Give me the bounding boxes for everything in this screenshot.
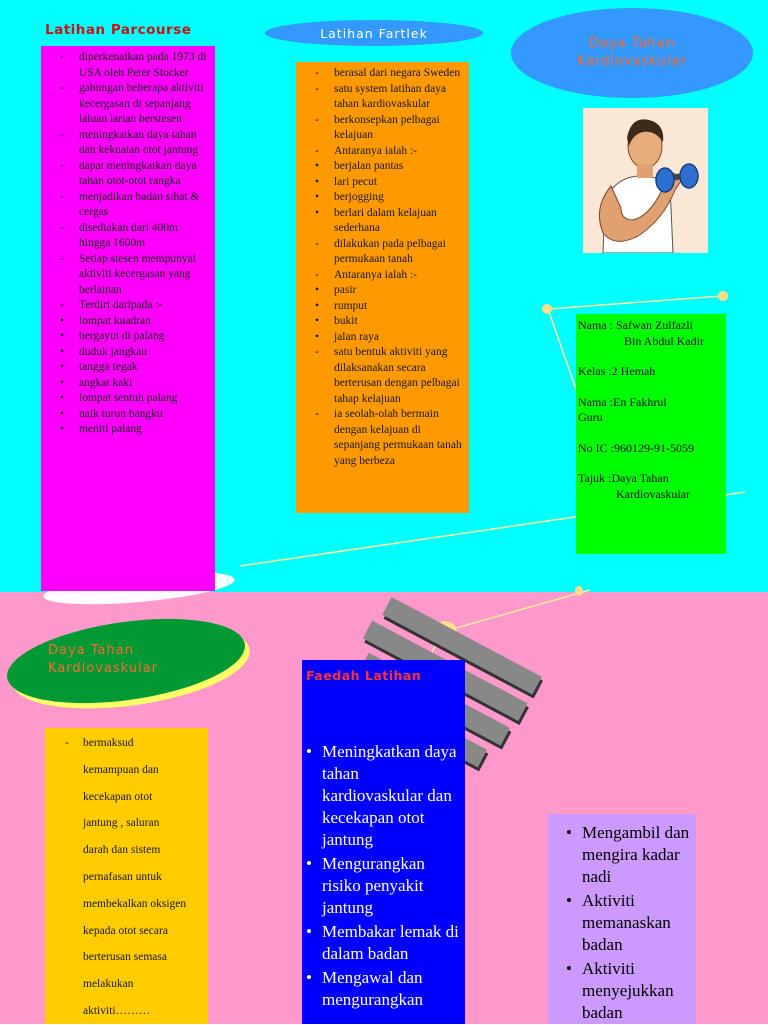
fartlek-item <box>296 283 465 299</box>
weightlifter-icon <box>583 108 708 253</box>
dash-marker: - <box>315 346 319 358</box>
fartlek-item-text: berjogging <box>334 191 384 203</box>
fartlek-item-text: berlari dalam kelajuan sederhana <box>334 206 437 234</box>
parcourse-item <box>41 50 211 81</box>
fartlek-item <box>296 299 465 315</box>
parcourse-item-text: meningkatkan daya tahan dan kekuatan otot jantung <box>79 128 199 156</box>
topic-oval <box>511 8 753 98</box>
fartlek-item <box>296 144 465 160</box>
fartlek-item-text: satu system latihan daya tahan kardiovaskular <box>334 82 447 110</box>
info-topic: Tajuk :Daya Tahan <box>578 471 669 485</box>
definition-box <box>45 728 208 1024</box>
fartlek-item-text: satu bentuk aktiviti yang dilaksanakan secara berterusan dengan pelbagai tahap kelajuan <box>334 346 460 405</box>
parcourse-item <box>41 221 211 252</box>
parcourse-item <box>41 345 211 361</box>
bullet-dot-icon: • <box>59 314 65 327</box>
definition-line: kepada otot secara <box>83 924 168 937</box>
bullet-dot-icon: • <box>59 330 65 342</box>
bullet-dot-icon: • <box>59 407 65 420</box>
parcourse-item-text: diperkenalkan pada 1973 di USA oleh Peter Stocker <box>79 51 207 79</box>
steps-box <box>548 814 696 1024</box>
dash-marker: - <box>60 159 64 172</box>
faedah-item <box>302 921 461 965</box>
dash-marker: - <box>315 113 319 126</box>
fartlek-item-text: berkonsepkan pelbagai kelajuan <box>334 113 440 141</box>
bullet-dot-icon: • <box>566 823 572 842</box>
fartlek-title: Latihan Fartlek <box>320 25 428 41</box>
benefits-list <box>302 741 465 1011</box>
student-info-box <box>576 314 726 554</box>
parcourse-list <box>41 46 215 438</box>
fartlek-item-text: dilakukan pada pelbagai permukaan tanah <box>334 237 446 265</box>
benefits-box <box>302 660 465 1024</box>
steps-item-text: Aktiviti memanaskan badan <box>582 891 671 954</box>
fartlek-item <box>296 113 465 144</box>
fartlek-item <box>296 330 465 346</box>
bullet-dot-icon: • <box>314 330 320 343</box>
parcourse-box <box>41 46 215 591</box>
bullet-dot-icon: • <box>59 423 65 435</box>
parcourse-item <box>41 252 211 299</box>
fartlek-item-text: pasir <box>334 284 357 296</box>
parcourse-item-text: meniti palang <box>79 423 142 435</box>
dash-marker: - <box>60 299 64 311</box>
info-name: Nama : Safwan Zulfazli <box>578 318 693 332</box>
connector-line <box>548 296 722 309</box>
fartlek-item <box>296 175 465 191</box>
parcourse-item-text: tangga tegak <box>79 361 138 373</box>
bullet-dot-icon: • <box>314 206 320 219</box>
faedah-item-text: Meningkatkan daya tahan kardiovaskular dan kecekapan otot jantung <box>322 742 457 849</box>
fartlek-item-text: ia seolah-olah bermain dengan kelajuan di sepanjang permukaan tanah yang berbeza <box>334 408 462 467</box>
parcourse-item <box>41 422 211 438</box>
bullet-dot-icon: • <box>566 891 572 910</box>
bullet-dot-icon: • <box>314 284 320 296</box>
parcourse-item <box>41 391 211 407</box>
dash-marker: - <box>60 128 64 141</box>
faedah-item-text: Membakar lemak di dalam badan <box>322 922 459 963</box>
fartlek-item-text: rumput <box>334 299 368 312</box>
definition-line: kemampuan dan <box>83 763 159 776</box>
bullet-dot-icon: • <box>314 175 320 188</box>
fartlek-title-oval <box>265 20 483 46</box>
definition-lines <box>83 730 208 1025</box>
parcourse-item-text: gabungan beberapa aktiviti kecergasan di sepanjang laluan larian berstesen <box>79 82 204 125</box>
bullet-dot-icon: • <box>306 742 312 761</box>
dash-marker: - <box>60 252 64 265</box>
faedah-item-text: Mengawal dan mengurangkan <box>322 968 424 1009</box>
dash-marker: - <box>60 82 64 94</box>
parcourse-item-text: naik turun bangku <box>79 407 163 420</box>
bullet-dot-icon: • <box>314 315 320 327</box>
fartlek-item <box>296 159 465 175</box>
dash-marker: - <box>315 237 319 250</box>
fartlek-item <box>296 190 465 206</box>
steps-item <box>562 958 696 1024</box>
dash-marker: - <box>60 221 64 234</box>
fartlek-item-text: berasal dari negara Sweden <box>334 67 461 79</box>
parcourse-item-text: disediakan dari 400m hingga 1600m <box>79 221 179 249</box>
parcourse-item-text: angkat kaki <box>79 376 133 389</box>
info-topic-cont: Kardiovaskular <box>616 486 690 501</box>
definition-line: berterusan semasa <box>83 951 167 964</box>
definition-line: darah dan sistem <box>83 844 161 857</box>
info-name-cont: Bin Abdul Kadir <box>624 333 704 348</box>
bullet-dot-icon: • <box>306 968 312 987</box>
parcourse-title: Latihan Parcourse <box>45 22 192 38</box>
steps-item-text: Aktiviti menyejukkan badan <box>582 959 674 1022</box>
parcourse-item <box>41 329 211 345</box>
parcourse-item <box>41 128 211 159</box>
fartlek-item-text: bukit <box>334 315 358 327</box>
fartlek-item <box>296 237 465 268</box>
fartlek-box <box>296 62 469 513</box>
fartlek-item <box>296 314 465 330</box>
fartlek-item <box>296 206 465 237</box>
definition-line: jantung , saluran <box>83 817 160 830</box>
bullet-dot-icon: • <box>566 959 572 978</box>
definition-line: membekalkan oksigen <box>83 897 187 910</box>
fartlek-item-text: lari pecut <box>334 175 378 188</box>
parcourse-item <box>41 298 211 314</box>
fartlek-item-text: Antaranya ialah :- <box>334 144 418 157</box>
parcourse-item-text: Terdiri daripada :- <box>79 299 163 311</box>
definition-line: bermaksud <box>83 737 134 749</box>
fartlek-item <box>296 66 465 82</box>
bullet-dot-icon: • <box>306 854 312 873</box>
dash-marker: - <box>60 51 64 63</box>
parcourse-item-text: lompat kuadran <box>79 314 151 327</box>
dash-marker: - <box>315 82 319 95</box>
definition-title: Daya Tahan Kardiovaskular <box>48 643 158 676</box>
steps-list <box>548 814 696 1024</box>
info-class: Kelas :2 Hemah <box>578 364 656 378</box>
dash-marker: - <box>65 737 69 749</box>
benefits-title: Faedah Latihan <box>306 668 422 683</box>
faedah-item-text: Mengurangkan risiko penyakit jantung <box>322 854 425 917</box>
bullet-dot-icon: • <box>306 922 312 941</box>
dash-marker: - <box>315 408 319 420</box>
dash-marker: - <box>315 268 319 281</box>
bullet-dot-icon: • <box>59 376 65 389</box>
parcourse-item <box>41 360 211 376</box>
definition-line: pernafasan untuk <box>83 870 162 883</box>
definition-line: kecekapan otot <box>83 790 153 803</box>
bullet-dot-icon: • <box>59 392 65 404</box>
bullet-dot-icon: • <box>59 345 65 358</box>
fartlek-item-text: Antaranya ialah :- <box>334 268 418 281</box>
dash-marker: - <box>60 190 64 203</box>
info-teacher-cont: Guru <box>578 410 603 424</box>
faedah-item <box>302 741 461 851</box>
fartlek-item-text: berjalan pantas <box>334 160 404 172</box>
parcourse-item <box>41 407 211 423</box>
fartlek-list <box>296 62 469 469</box>
fartlek-item <box>296 407 465 469</box>
info-ic: No IC :960129-91-5059 <box>578 440 694 455</box>
parcourse-item <box>41 159 211 190</box>
parcourse-item-text: bergayut di palang <box>79 330 165 342</box>
parcourse-item-text: duduk jangkau <box>79 345 148 358</box>
connector-dot <box>542 304 552 314</box>
steps-item <box>562 890 696 956</box>
faedah-item <box>302 853 461 919</box>
dash-marker: - <box>315 144 319 157</box>
faedah-item <box>302 967 461 1011</box>
parcourse-item-text: Setiap stesen mempunyai aktiviti kecergasan yang berlainan <box>79 252 196 296</box>
topic-oval-title: Daya Tahan Kardiovaskular <box>577 36 687 69</box>
fartlek-item <box>296 268 465 284</box>
connector-dot <box>575 586 583 596</box>
steps-item <box>562 822 696 888</box>
definition-line: aktiviti……… <box>83 1004 151 1017</box>
fartlek-item <box>296 82 465 113</box>
fartlek-item-text: jalan raya <box>334 330 380 343</box>
dash-marker: - <box>315 67 319 79</box>
bullet-dot-icon: • <box>314 299 320 312</box>
info-teacher: Nama :En Fakhrul <box>578 394 667 409</box>
parcourse-item <box>41 81 211 128</box>
weightlifter-clipart <box>583 108 708 253</box>
parcourse-item <box>41 376 211 392</box>
definition-line: melakukan <box>83 978 134 991</box>
steps-item-text: Mengambil dan mengira kadar nadi <box>582 823 690 886</box>
bullet-dot-icon: • <box>314 191 320 203</box>
bullet-dot-icon: • <box>314 160 320 172</box>
fartlek-item <box>296 345 465 407</box>
parcourse-item-text: lompat sentuh palang <box>79 392 178 404</box>
parcourse-item <box>41 190 211 221</box>
parcourse-item-text: menjadikan badan sihat & cergas <box>79 190 200 218</box>
bullet-dot-icon: • <box>59 361 65 373</box>
connector-dot <box>718 291 728 301</box>
definition-text <box>45 728 208 1025</box>
parcourse-item-text: dapat meningkatkan daya tahan otot-otot rangka <box>79 159 197 187</box>
parcourse-item <box>41 314 211 330</box>
